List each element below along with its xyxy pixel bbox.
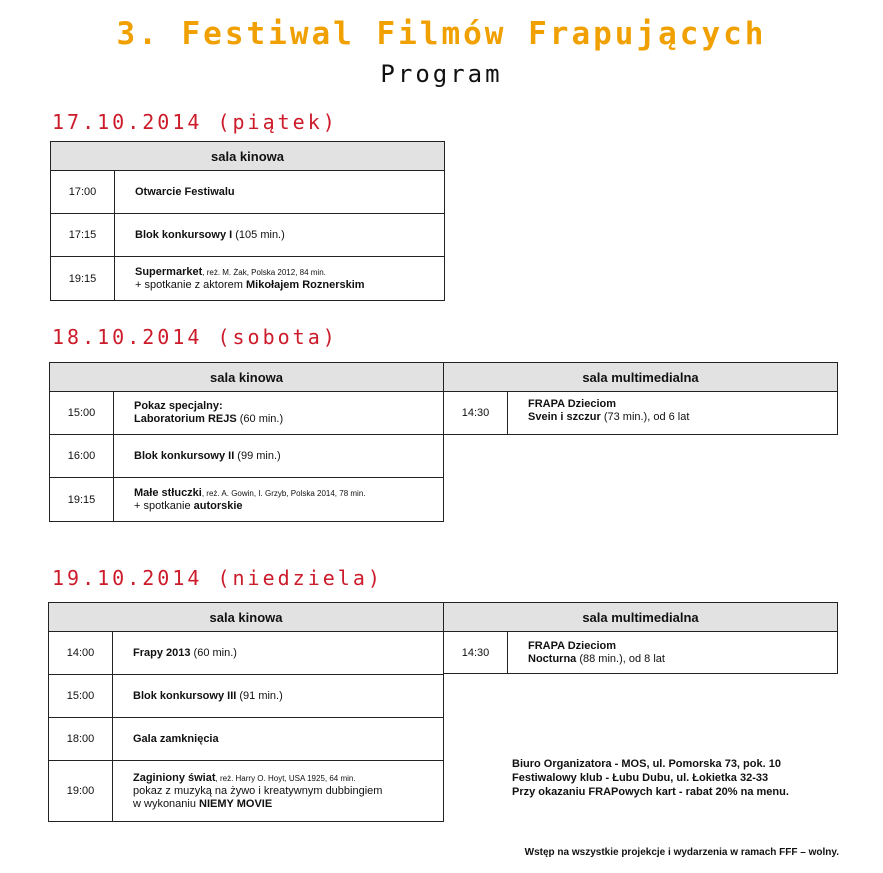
event-duration: (88 min.), od 8 lat bbox=[576, 652, 665, 665]
table-row bbox=[51, 214, 444, 257]
event-time: 14:30 bbox=[444, 632, 508, 673]
day-heading-1: 17.10.2014 (piątek) bbox=[52, 110, 338, 134]
event-cell bbox=[114, 392, 443, 434]
info-line: Biuro Organizatora - MOS, ul. Pomorska 73, pok. 10 bbox=[512, 758, 781, 770]
day2-multi-table bbox=[443, 362, 838, 435]
table-row bbox=[50, 435, 443, 478]
event-duration: (91 min.) bbox=[236, 689, 283, 702]
event-guest: autorskie bbox=[193, 499, 243, 512]
table-header: sala kinowa bbox=[51, 142, 444, 171]
event-duration: (99 min.) bbox=[234, 449, 281, 462]
event-guest: Mikołajem Roznerskim bbox=[245, 278, 365, 291]
event-time: 15:00 bbox=[49, 675, 113, 717]
event-title: Pokaz specjalny: bbox=[134, 400, 223, 412]
event-note-2: w wykonaniu bbox=[133, 797, 200, 810]
event-cell bbox=[114, 478, 443, 521]
table-row bbox=[51, 171, 444, 214]
event-time: 14:30 bbox=[444, 392, 508, 434]
event-credits: , reż. M. Żak, Polska 2012, 84 min. bbox=[202, 267, 326, 277]
event-cell bbox=[508, 392, 837, 434]
event-time: 19:15 bbox=[50, 478, 114, 521]
event-note: + spotkanie z aktorem bbox=[135, 278, 246, 291]
table-row bbox=[49, 675, 443, 718]
event-time: 15:00 bbox=[50, 392, 114, 434]
event-time: 16:00 bbox=[50, 435, 114, 477]
event-title: Blok konkursowy I bbox=[135, 228, 233, 241]
organizer-info bbox=[512, 757, 789, 799]
table-header: sala multimedialna bbox=[444, 603, 837, 632]
table-row bbox=[49, 632, 443, 675]
event-credits: , reż. A. Gowin, I. Grzyb, Polska 2014, 78 min. bbox=[201, 488, 366, 498]
event-title: Frapy 2013 bbox=[133, 646, 191, 659]
table-row bbox=[444, 632, 837, 673]
festival-title: 3. Festiwal Filmów Frapujących bbox=[116, 16, 767, 52]
event-cell bbox=[113, 761, 443, 821]
event-time: 14:00 bbox=[49, 632, 113, 674]
table-row bbox=[50, 392, 443, 435]
event-time: 17:15 bbox=[51, 214, 115, 256]
event-title: FRAPA Dzieciom bbox=[528, 639, 617, 652]
table-header: sala kinowa bbox=[49, 603, 443, 632]
day3-kinowa-table bbox=[48, 602, 444, 822]
event-cell bbox=[115, 171, 444, 213]
event-duration: (73 min.), od 6 lat bbox=[600, 411, 690, 423]
event-title: Supermarket bbox=[135, 265, 203, 278]
footer-note: Wstęp na wszystkie projekcje i wydarzenia w ramach FFF – wolny. bbox=[524, 847, 839, 858]
day-heading-3: 19.10.2014 (niedziela) bbox=[52, 566, 383, 590]
event-title: FRAPA Dzieciom bbox=[528, 398, 617, 410]
event-performer: NIEMY MOVIE bbox=[199, 797, 273, 810]
info-line: Przy okazaniu FRAPowych kart - rabat 20% na menu. bbox=[512, 786, 789, 798]
table-row bbox=[49, 761, 443, 821]
event-time: 19:00 bbox=[49, 761, 113, 821]
program-subtitle: Program bbox=[380, 60, 503, 88]
table-row bbox=[49, 718, 443, 761]
event-title: Małe stłuczki bbox=[134, 486, 202, 499]
event-time: 18:00 bbox=[49, 718, 113, 760]
event-cell bbox=[114, 435, 443, 477]
event-film: Svein i szczur bbox=[528, 411, 601, 423]
event-credits: , reż. Harry O. Hoyt, USA 1925, 64 min. bbox=[215, 773, 356, 783]
event-time: 19:15 bbox=[51, 257, 115, 300]
event-title: Blok konkursowy II bbox=[134, 449, 235, 462]
event-note: + spotkanie bbox=[134, 499, 194, 512]
event-film: Nocturna bbox=[528, 652, 577, 665]
event-film: Laboratorium REJS bbox=[134, 413, 237, 425]
event-cell bbox=[113, 718, 443, 760]
event-cell bbox=[115, 257, 444, 300]
day2-kinowa-table bbox=[49, 362, 444, 522]
event-cell bbox=[113, 632, 443, 674]
event-title: Gala zamknięcia bbox=[133, 732, 219, 745]
event-cell bbox=[113, 675, 443, 717]
day1-kinowa-table bbox=[50, 141, 445, 301]
event-note: pokaz z muzyką na żywo i kreatywnym dubbingiem bbox=[133, 784, 383, 797]
table-header: sala kinowa bbox=[50, 363, 443, 392]
table-header: sala multimedialna bbox=[444, 363, 837, 392]
info-line: Festiwalowy klub - Łubu Dubu, ul. Łokietka 32-33 bbox=[512, 772, 769, 784]
day-heading-2: 18.10.2014 (sobota) bbox=[52, 325, 338, 349]
table-row bbox=[444, 392, 837, 434]
event-title: Otwarcie Festiwalu bbox=[135, 185, 235, 198]
event-cell bbox=[508, 632, 837, 673]
event-cell bbox=[115, 214, 444, 256]
event-title: Blok konkursowy III bbox=[133, 689, 237, 702]
event-duration: (60 min.) bbox=[190, 646, 237, 659]
table-row bbox=[51, 257, 444, 300]
event-duration: (60 min.) bbox=[236, 413, 284, 425]
event-duration: (105 min.) bbox=[232, 228, 285, 241]
table-row bbox=[50, 478, 443, 521]
event-title: Zaginiony świat bbox=[133, 771, 216, 784]
event-time: 17:00 bbox=[51, 171, 115, 213]
day3-multi-table bbox=[443, 602, 838, 674]
